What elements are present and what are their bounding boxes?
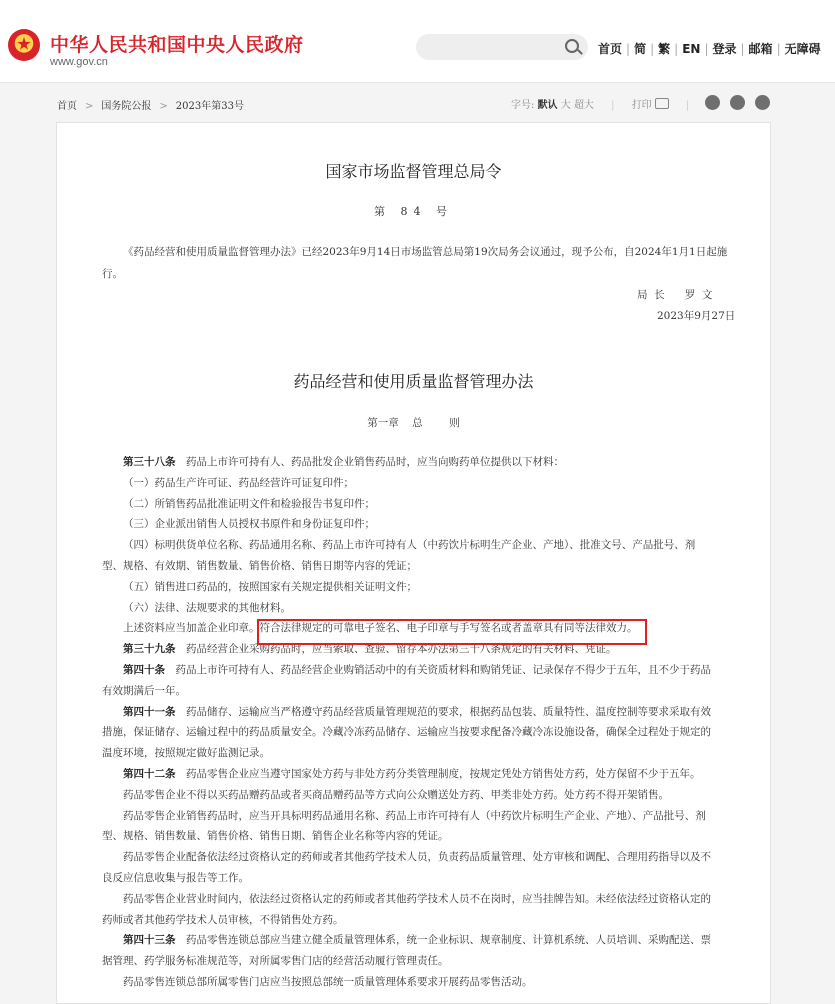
font-size-default[interactable]: 默认 xyxy=(537,100,558,111)
article-number: 第三十九条 xyxy=(123,643,186,656)
article-text: 药品零售企业销售药品时，应当开具标明药品通用名称、药品上市许可持有人（中药饮片标明生产企业、产地）、产品批号、剂 xyxy=(123,809,706,822)
article-body xyxy=(56,122,771,1004)
article-line xyxy=(123,767,701,781)
article-text: 上述资料应当加盖企业印章。符合法律规定的可靠电子签名、电子印章与手写签名或者盖章具有同等法律效力。 xyxy=(123,622,638,635)
article-text: 药品储存、运输应当严格遵守药品经营质量管理规范的要求，根据药品包装、质量特性、温度控制等要求采取有效 xyxy=(186,705,711,718)
article-line xyxy=(102,913,344,927)
site-header xyxy=(0,0,835,83)
top-nav: 首页 | 简 | 繁 | EN | 登录 | 邮箱 | 无障碍 xyxy=(598,42,821,56)
site-title[interactable]: 中华人民共和国中央人民政府 xyxy=(50,34,304,56)
nav-home[interactable]: 首页 xyxy=(598,42,623,56)
article-line xyxy=(123,601,291,615)
nav-accessibility[interactable]: 无障碍 xyxy=(784,42,821,56)
print-label: 打印 xyxy=(631,100,652,111)
article-number: 第四十条 xyxy=(123,664,176,676)
article-text: （四）标明供货单位名称、药品通用名称、药品上市许可持有人（中药饮片标明生产企业、产地）、批准文号、产品批号、剂 xyxy=(123,539,696,552)
article-number: 第四十二条 xyxy=(123,768,186,780)
article-line xyxy=(123,517,375,531)
font-size-xlarge[interactable]: 超大 xyxy=(573,100,594,111)
order-title: 国家市场监督管理总局令 xyxy=(325,162,502,181)
intro-line-2: 行。 xyxy=(102,268,123,280)
highlight-box xyxy=(257,619,647,645)
article-text: 措施，保证储存、运输过程中的药品质量安全。冷藏冷冻药品储存、运输应当按要求配备冷藏冷冻设施设备，确保全过程处于规定的 xyxy=(102,726,711,739)
chevron-right-icon: > xyxy=(159,101,168,112)
article-text: 药品零售连锁总部所属零售门店应当按照总部统一质量管理体系要求开展药品零售活动。 xyxy=(123,976,533,988)
print-button[interactable] xyxy=(632,100,669,111)
article-number: 第四十三条 xyxy=(123,934,186,947)
signing-date: 2023年9月27日 xyxy=(657,310,736,322)
article-text: 据管理、药学服务标准规范等，对所属零售门店的经营活动履行管理责任。 xyxy=(102,955,449,968)
article-text: （五）销售进口药品的，按照国家有关规定提供相关证明文件； xyxy=(123,580,417,593)
chapter-heading: 第一章 总 则 xyxy=(367,417,460,429)
law-title: 药品经营和使用质量监督管理办法 xyxy=(293,372,534,391)
article-line xyxy=(123,788,669,802)
article-text: 药师或者其他药学技术人员审核，不得销售处方药。 xyxy=(102,913,344,926)
article-line xyxy=(123,663,711,677)
article-text: 药品上市许可持有人、药品批发企业销售药品时，应当向购药单位提供以下材料： xyxy=(186,456,564,468)
article-text: 药品零售企业配备依法经过资格认定的药师或者其他药学技术人员，负责药品质量管理、处方审核和调配、合理用药指导以及不 xyxy=(123,851,711,864)
nav-traditional[interactable]: 繁 xyxy=(658,42,671,56)
nav-mailbox[interactable]: 邮箱 xyxy=(748,42,773,56)
article-text: 药品零售连锁总部应当建立健全质量管理体系，统一企业标识、规章制度、计算机系统、人员培训、采购配送、票 xyxy=(186,934,711,947)
article-line xyxy=(102,954,449,968)
article-text: 药品上市许可持有人、药品经营企业购销活动中的有关资质材料和购销凭证、记录保存不得少于五年，且不少于药品 xyxy=(175,664,711,676)
article-text: 药品零售企业不得以买药品赠药品或者买商品赠药品等方式向公众赠送处方药、甲类非处方药。处方药不得开架销售。 xyxy=(123,788,669,801)
article-text: 药品经营企业采购药品时，应当索取、查验、留存本办法第三十八条规定的有关材料、凭证。 xyxy=(186,643,617,656)
weibo-icon[interactable] xyxy=(705,95,720,110)
article-text: 药品零售企业应当遵守国家处方药与非处方药分类管理制度，按规定凭处方销售处方药，处方保留不少于五年。 xyxy=(186,768,701,780)
order-number: 第 84 号 xyxy=(374,205,453,218)
article-text: （一）药品生产许可证、药品经营许可证复印件； xyxy=(123,476,354,489)
breadcrumb-home[interactable]: 首页 xyxy=(57,101,77,112)
article-text: 型、规格、有效期、销售数量、销售价格、销售日期等内容的凭证； xyxy=(102,560,417,572)
intro-line-1: 《药品经营和使用质量监督管理办法》已经2023年9月14日市场监管总局第19次局务会议通过，现予公布，自2024年1月1日起施 xyxy=(123,246,728,258)
article-line xyxy=(123,933,711,947)
font-size-large[interactable]: 大 xyxy=(560,100,571,111)
article-line xyxy=(102,829,449,843)
article-text: 良反应信息收集与报告等工作。 xyxy=(102,872,249,884)
nav-english[interactable]: EN xyxy=(682,42,701,56)
article-line xyxy=(123,455,564,469)
article-text: 型、规格、销售数量、销售价格、销售日期、销售企业名称等内容的凭证。 xyxy=(102,830,449,843)
breadcrumb-issue[interactable]: 2023年第33号 xyxy=(175,101,244,112)
search-input[interactable] xyxy=(416,34,588,60)
breadcrumb-gazette[interactable]: 国务院公报 xyxy=(101,101,152,112)
article-line xyxy=(123,580,417,594)
breadcrumb xyxy=(57,97,244,112)
article-line xyxy=(123,892,711,906)
article-text: 药品零售企业营业时间内，依法经过资格认定的药师或者其他药学技术人员不在岗时，应当挂牌告知。未经依法经过资格认定的 xyxy=(123,892,711,905)
wechat-icon[interactable] xyxy=(730,95,745,110)
article-line xyxy=(102,684,186,698)
article-number: 第四十一条 xyxy=(123,705,186,718)
site-url[interactable]: www.gov.cn xyxy=(50,56,108,68)
article-text: 有效期满后一年。 xyxy=(102,684,186,697)
nav-simplified[interactable]: 简 xyxy=(634,42,647,56)
printer-icon xyxy=(655,98,669,109)
article-line xyxy=(102,725,711,739)
article-text: （三）企业派出销售人员授权书原件和身份证复印件； xyxy=(123,518,375,531)
article-text: （二）所销售药品批准证明文件和检验报告书复印件； xyxy=(123,497,375,510)
article-number: 第三十八条 xyxy=(123,456,186,468)
signatory: 局 长 罗 文 xyxy=(637,289,713,301)
article-line xyxy=(123,705,711,719)
article-line xyxy=(123,476,354,490)
article-line xyxy=(123,809,706,823)
font-size-label: 字号: xyxy=(511,100,535,111)
article-tools: 字号: 默认 大 超大 | 打印 | xyxy=(511,100,690,111)
article-text: （六）法律、法规要求的其他材料。 xyxy=(123,601,291,614)
search-icon[interactable] xyxy=(565,39,579,53)
article-line xyxy=(102,559,417,573)
article-line xyxy=(123,497,375,511)
chevron-right-icon: > xyxy=(85,101,94,112)
article-line xyxy=(123,975,533,989)
article-text: 温度环境，按照规定做好监测记录。 xyxy=(102,747,270,760)
share-icon[interactable] xyxy=(755,95,770,110)
article-line xyxy=(102,746,270,760)
article-line xyxy=(123,538,695,552)
article-line xyxy=(123,850,711,864)
nav-login[interactable]: 登录 xyxy=(712,42,737,56)
article-line xyxy=(102,871,249,885)
national-emblem-icon[interactable] xyxy=(8,29,40,61)
